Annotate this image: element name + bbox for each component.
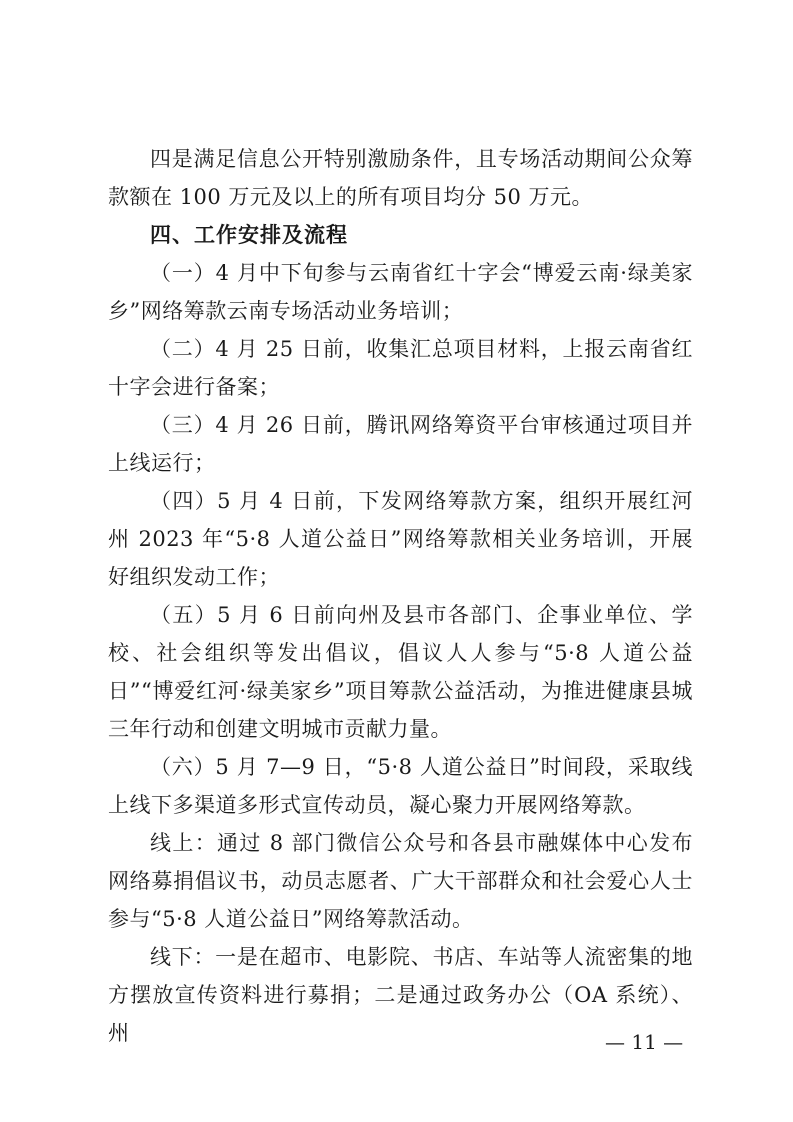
paragraph-step-1: （一）4 月中下旬参与云南省红十字会“博爱云南·绿美家乡”网络筹款云南专场活动业务培训； <box>108 261 693 323</box>
paragraph-step-3: （三）4 月 26 日前，腾讯网络筹资平台审核通过项目并上线运行； <box>108 413 693 475</box>
page-number: — 11 — <box>605 1030 684 1054</box>
paragraph-step-2: （二）4 月 25 日前，收集汇总项目材料，上报云南省红十字会进行备案； <box>108 337 693 399</box>
paragraph-step-6: （六）5 月 7—9 日，“5·8 人道公益日”时间段，采取线上线下多渠道多形式宣传动员，凝心聚力开展网络筹款。 <box>108 755 693 817</box>
document-body <box>108 140 693 1052</box>
paragraph-step-5: （五）5 月 6 日前向州及县市各部门、企事业单位、学校、社会组织等发出倡议，倡议人人参与“5·8 人道公益日”“博爱红河·绿美家乡”项目筹款公益活动，为推进健康县城三年行动和创建文明城市贡献力量。 <box>108 603 693 741</box>
paragraph-online: 线上：通过 8 部门微信公众号和各县市融媒体中心发布网络募捐倡议书，动员志愿者、广大干部群众和社会爱心人士参与“5·8 人道公益日”网络筹款活动。 <box>108 831 693 931</box>
section-heading-work-arrangement: 四、工作安排及流程 <box>150 223 348 247</box>
paragraph-incentive-condition: 四是满足信息公开特别激励条件，且专场活动期间公众筹款额在 100 万元及以上的所有项目均分 50 万元。 <box>108 147 693 209</box>
paragraph-offline: 线下：一是在超市、电影院、书店、车站等人流密集的地方摆放宣传资料进行募捐；二是通过政务办公（OA 系统）、州 <box>108 945 693 1045</box>
paragraph-step-4: （四）5 月 4 日前，下发网络筹款方案，组织开展红河州 2023 年“5·8 人道公益日”网络筹款相关业务培训，开展好组织发动工作； <box>108 489 693 589</box>
